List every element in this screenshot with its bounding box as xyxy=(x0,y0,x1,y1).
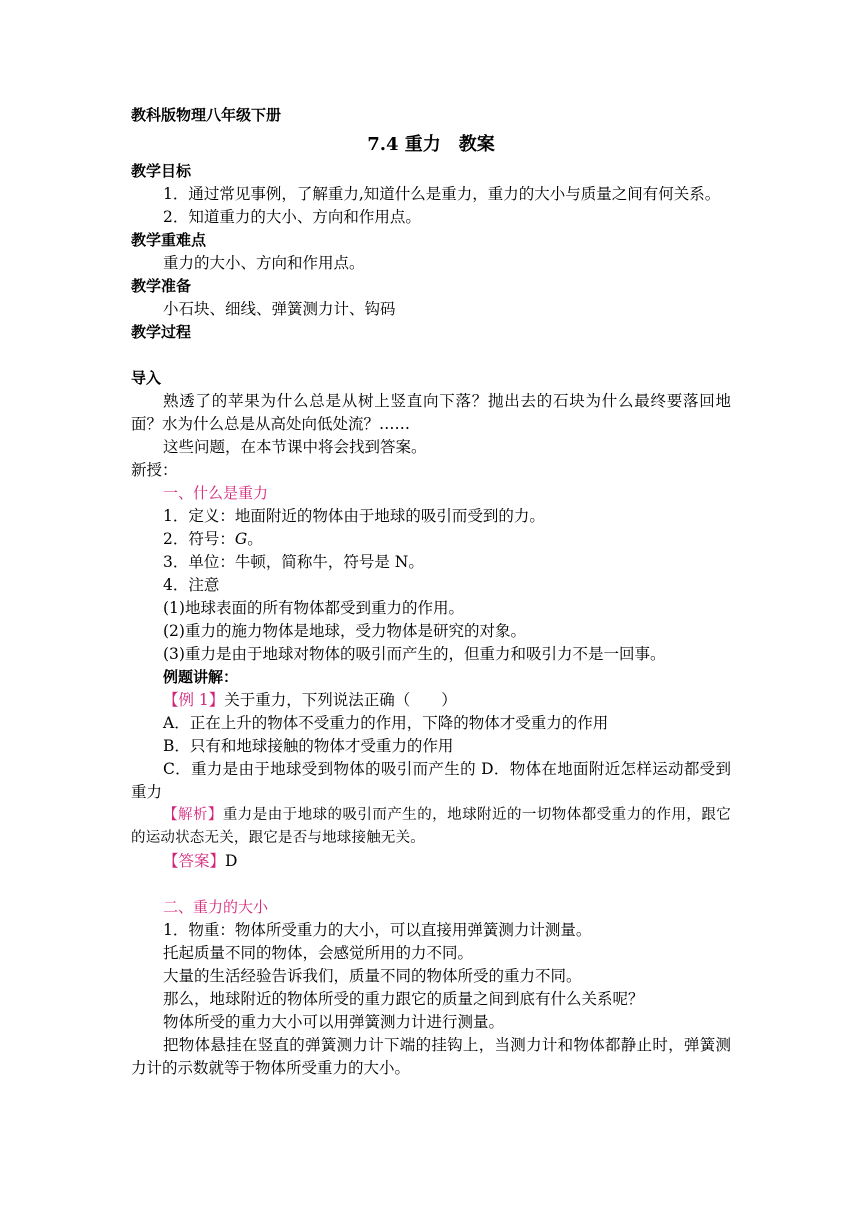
section1-note: 4．注意 xyxy=(163,576,220,594)
section1-heading: 一、什么是重力 xyxy=(163,484,269,502)
intro-heading: 导入 xyxy=(131,369,162,387)
intro-paragraph-2: 这些问题，在本节课中将会找到答案。 xyxy=(163,438,427,456)
page-title: 7.4 重力 教案 xyxy=(367,134,495,155)
intro-paragraph-1: 熟透了的苹果为什么总是从树上竖直向下落？抛出去的石块为什么最终要落回地面？水为什么总是从高处向低处流？…… xyxy=(131,392,731,433)
option-c-d: C．重力是由于地球受到物体的吸引而产生的 D．物体在地面附近怎样运动都受到重力 xyxy=(131,760,731,801)
section2-heading: 二、重力的大小 xyxy=(163,898,269,916)
section2-paragraph-6: 把物体悬挂在竖直的弹簧测力计下端的挂钩上，当测力计和物体都静止时，弹簧测力计的示数就等于物体所受重力的大小。 xyxy=(131,1036,731,1077)
example-question xyxy=(131,689,731,712)
section2-paragraph-5: 物体所受的重力大小可以用弹簧测力计进行测量。 xyxy=(163,1013,505,1031)
example-tag: 【例 1】 xyxy=(163,691,225,709)
analysis-tag: 【解析】 xyxy=(163,807,223,823)
objectives-heading: 教学目标 xyxy=(131,162,192,180)
symbol-prefix: 2．符号： xyxy=(163,530,235,548)
section1-note-2: (2)重力的施力物体是地球，受力物体是研究的对象。 xyxy=(163,622,526,640)
key-points-text: 重力的大小、方向和作用点。 xyxy=(163,254,365,272)
section1-note-3: (3)重力是由于地球对物体的吸引而产生的，但重力和吸引力不是一回事。 xyxy=(163,645,666,663)
option-b: B．只有和地球接触的物体才受重力的作用 xyxy=(163,737,454,755)
symbol-suffix: 。 xyxy=(247,530,263,548)
section2-paragraph-4: 那么，地球附近的物体所受的重力跟它的质量之间到底有什么关系呢？ xyxy=(163,990,644,1008)
section2-paragraph-3: 大量的生活经验告诉我们，质量不同的物体所受的重力不同。 xyxy=(163,967,582,985)
section1-symbol xyxy=(131,528,731,551)
option-a: A．正在上升的物体不受重力的作用，下降的物体才受重力的作用 xyxy=(163,714,609,732)
document-content xyxy=(131,104,731,1080)
new-lesson-label: 新授： xyxy=(131,461,178,479)
symbol-value: G xyxy=(234,530,248,548)
analysis-text: 重力是由于地球的吸引而产生的，地球附近的一切物体都受重力的作用，跟它的运动状态无关，跟它是否与地球接触无关。 xyxy=(131,807,732,846)
section2-paragraph-2: 托起质量不同的物体，会感觉所用的力不同。 xyxy=(163,944,474,962)
objective-1: 1．通过常见事例，了解重力,知道什么是重力，重力的大小与质量之间有何关系。 xyxy=(163,185,721,203)
section1-note-1: (1)地球表面的所有物体都受到重力的作用。 xyxy=(163,599,464,617)
preparation-text: 小石块、细线、弹簧测力计、钩码 xyxy=(163,300,396,318)
process-heading: 教学过程 xyxy=(131,323,192,341)
section1-unit: 3．单位：牛顿，简称牛，符号是 N。 xyxy=(163,553,424,571)
answer xyxy=(131,850,731,873)
example-heading: 例题讲解： xyxy=(163,668,239,686)
objective-2: 2．知道重力的大小、方向和作用点。 xyxy=(163,208,421,226)
preparation-heading: 教学准备 xyxy=(131,277,192,295)
answer-value: D xyxy=(225,852,238,870)
doc-header: 教科版物理八年级下册 xyxy=(131,106,282,124)
section2-paragraph-1: 1．物重：物体所受重力的大小，可以直接用弹簧测力计测量。 xyxy=(163,921,592,939)
section1-definition: 1．定义：地面附近的物体由于地球的吸引而受到的力。 xyxy=(163,507,545,525)
answer-tag: 【答案】 xyxy=(163,852,226,870)
analysis xyxy=(131,804,731,850)
key-points-heading: 教学重难点 xyxy=(131,231,207,249)
example-question-text: 关于重力，下列说法正确（ ） xyxy=(224,691,457,709)
